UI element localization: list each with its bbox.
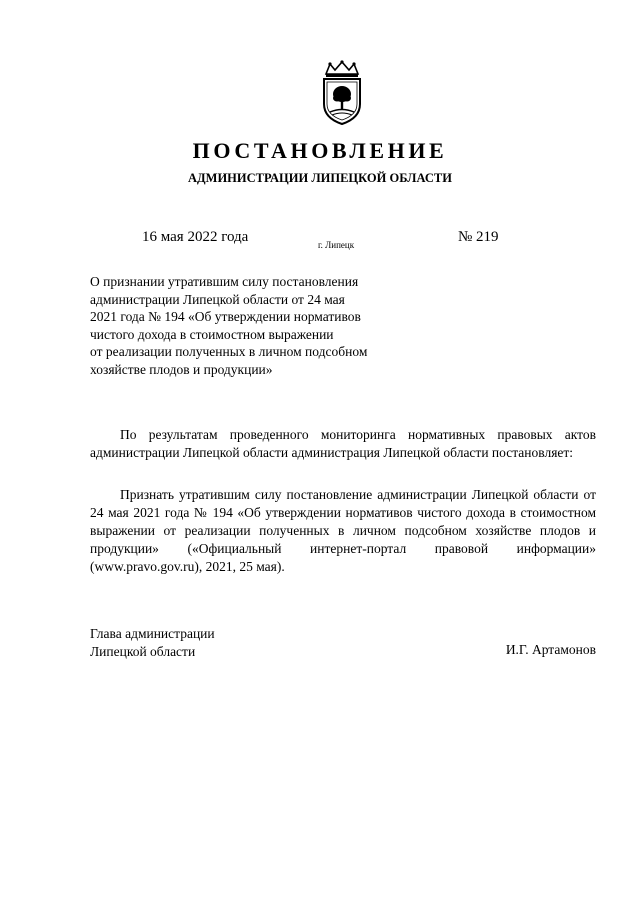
document-heading <box>90 273 420 378</box>
signature-name: И.Г. Артамонов <box>505 642 596 657</box>
heading-line: администрации Липецкой области от 24 мая <box>90 291 345 307</box>
document-city: г. Липецк <box>318 240 355 250</box>
heading-line: чистого дохода в стоимостном выражении <box>90 326 334 342</box>
body-paragraph-decision: Признать утратившим силу постановление администрации Липецкой области от 24 мая 2021 года № 194 «Об утверждении нормативов чистого дохода в стоимостном выражении от реализации полученных в личном подсобном хозяйстве плодов и продукции» («Официальный интернет-портал правовой информации» (www.pravo.gov.ru), 2021, 25 мая). <box>90 487 596 574</box>
signature-position-line: Глава администрации <box>90 626 215 641</box>
document-subtitle: АДМИНИСТРАЦИИ ЛИПЕЦКОЙ ОБЛАСТИ <box>188 171 452 185</box>
heading-line: О признании утратившим силу постановления <box>90 274 359 289</box>
signature-position-line: Липецкой области <box>90 643 196 659</box>
body-paragraph-intro: По результатам проведенного мониторинга нормативных правовых актов администрации Липецкой области администрация Липецкой области постановляет: <box>90 427 596 460</box>
heading-line: 2021 года № 194 «Об утверждении нормативов <box>90 309 361 324</box>
heading-line: от реализации полученных в личном подсобном <box>90 344 368 359</box>
document-number: № 219 <box>458 229 499 245</box>
signature-position <box>90 625 215 660</box>
document-title: ПОСТАНОВЛЕНИЕ <box>192 138 448 163</box>
document-date: 16 мая 2022 года <box>142 229 249 245</box>
heading-line: хозяйстве плодов и продукции» <box>90 361 273 377</box>
coat-of-arms-icon <box>318 60 366 126</box>
